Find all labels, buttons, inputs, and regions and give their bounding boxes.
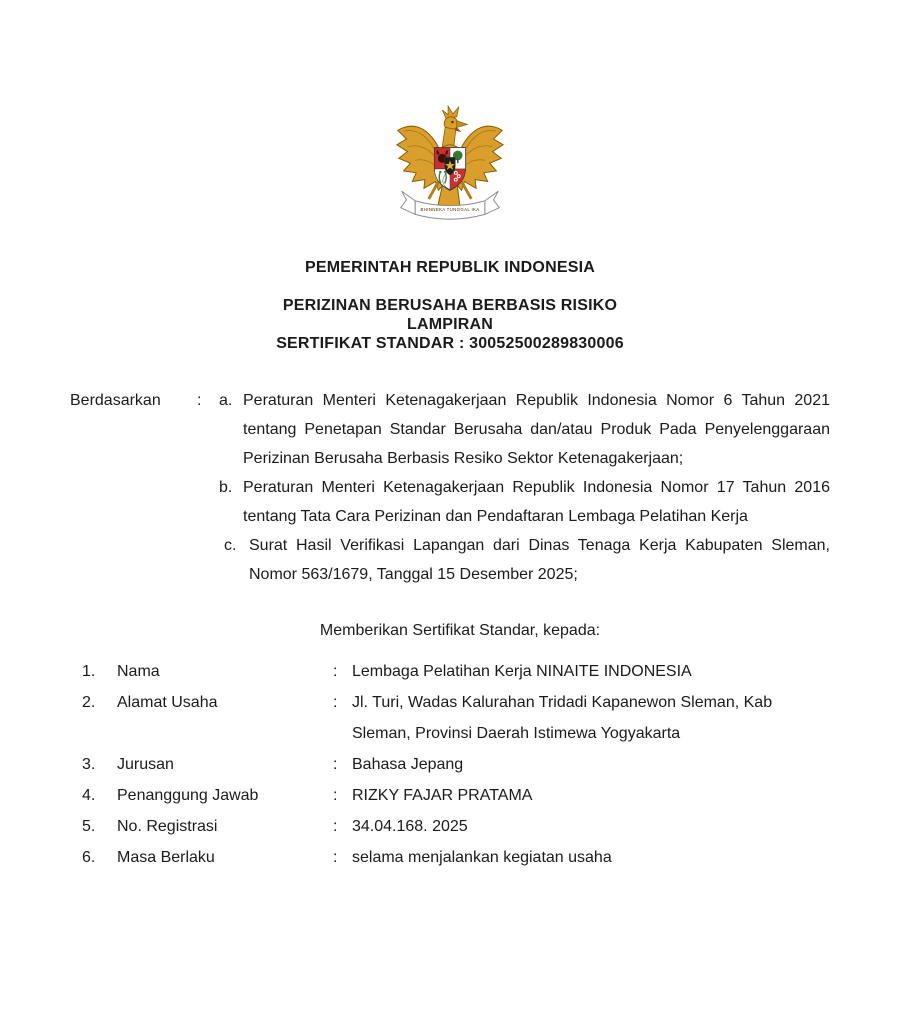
- row-label: Nama: [117, 663, 160, 680]
- government-title: PEMERINTAH REPUBLIK INDONESIA: [305, 259, 595, 276]
- recipient-row-jurusan: [82, 749, 830, 780]
- row-value: Bahasa Jepang: [352, 756, 464, 773]
- row-label: Masa Berlaku: [117, 849, 215, 866]
- row-separator: :: [333, 787, 338, 804]
- garuda-pancasila-emblem: [392, 104, 508, 232]
- basis-item-text: Peraturan Menteri Ketenagakerjaan Republik Indonesia Nomor 17 Tahun 2016 tentang Tata Cara Perizinan dan Pendaftaran Lembaga Pelatihan Kerja: [243, 479, 830, 525]
- basis-items: [219, 386, 830, 589]
- legal-basis-section: [70, 386, 830, 589]
- neck: [442, 127, 456, 146]
- row-number: 2.: [82, 694, 96, 711]
- basis-colon: :: [197, 392, 202, 409]
- row-value: selama menjalankan kegiatan usaha: [352, 849, 612, 866]
- row-label: No. Registrasi: [117, 818, 218, 835]
- basis-item-marker: a.: [219, 392, 233, 409]
- certificate-number-line: SERTIFIKAT STANDAR : 30052500289830006: [276, 335, 624, 352]
- basis-item-a: [219, 386, 830, 473]
- basis-label: Berdasarkan: [70, 392, 161, 409]
- recipient-row-masa-berlaku: [82, 842, 830, 873]
- document-title: [70, 296, 830, 353]
- recipient-row-nama: [82, 656, 830, 687]
- basis-item-marker: c.: [224, 537, 237, 554]
- row-label: Penanggung Jawab: [117, 787, 259, 804]
- row-label: Jurusan: [117, 756, 174, 773]
- row-value: Lembaga Pelatihan Kerja NINAITE INDONESIA: [352, 663, 692, 680]
- basis-item-text: Surat Hasil Verifikasi Lapangan dari Dinas Tenaga Kerja Kabupaten Sleman, Nomor 563/1679, Tanggal 15 Desember 2025;: [249, 537, 830, 583]
- grant-statement: Memberikan Sertifikat Standar, kepada:: [319, 622, 601, 639]
- row-separator: :: [333, 818, 338, 835]
- basis-item-b: [219, 473, 830, 531]
- recipient-row-no-registrasi: [82, 811, 830, 842]
- beak: [457, 121, 468, 128]
- row-number: 5.: [82, 818, 96, 835]
- row-number: 3.: [82, 756, 96, 773]
- recipient-details: [70, 656, 830, 873]
- document-title-line2: LAMPIRAN: [406, 316, 494, 333]
- recipient-row-alamat-usaha: [82, 687, 830, 749]
- motto-text: BHINNEKA TUNGGAL IKA: [420, 207, 480, 213]
- eye: [451, 121, 453, 123]
- row-value: 34.04.168. 2025: [352, 818, 468, 835]
- emblem-container: [70, 0, 830, 232]
- row-separator: :: [333, 849, 338, 866]
- row-separator: :: [333, 756, 338, 773]
- recipient-row-penanggung-jawab: [82, 780, 830, 811]
- row-value: Jl. Turi, Wadas Kalurahan Tridadi Kapanewon Sleman, Kab Sleman, Provinsi Daerah Istimewa Yogyakarta: [352, 694, 773, 742]
- row-number: 1.: [82, 663, 96, 680]
- row-number: 6.: [82, 849, 96, 866]
- row-separator: :: [333, 663, 338, 680]
- row-value: RIZKY FAJAR PRATAMA: [352, 787, 533, 804]
- basis-item-c: [219, 531, 830, 589]
- row-label: Alamat Usaha: [117, 694, 218, 711]
- basis-item-marker: b.: [219, 479, 233, 496]
- row-separator: :: [333, 694, 338, 711]
- basis-item-text: Peraturan Menteri Ketenagakerjaan Republik Indonesia Nomor 6 Tahun 2021 tentang Penetapan Standar Berusaha dan/atau Produk Pada Penyelenggaraan Perizinan Berusaha Berbasis Resiko Sektor Ketenagakerjaan;: [243, 392, 830, 467]
- document-title-line1: PERIZINAN BERUSAHA BERBASIS RISIKO: [282, 297, 618, 314]
- row-number: 4.: [82, 787, 96, 804]
